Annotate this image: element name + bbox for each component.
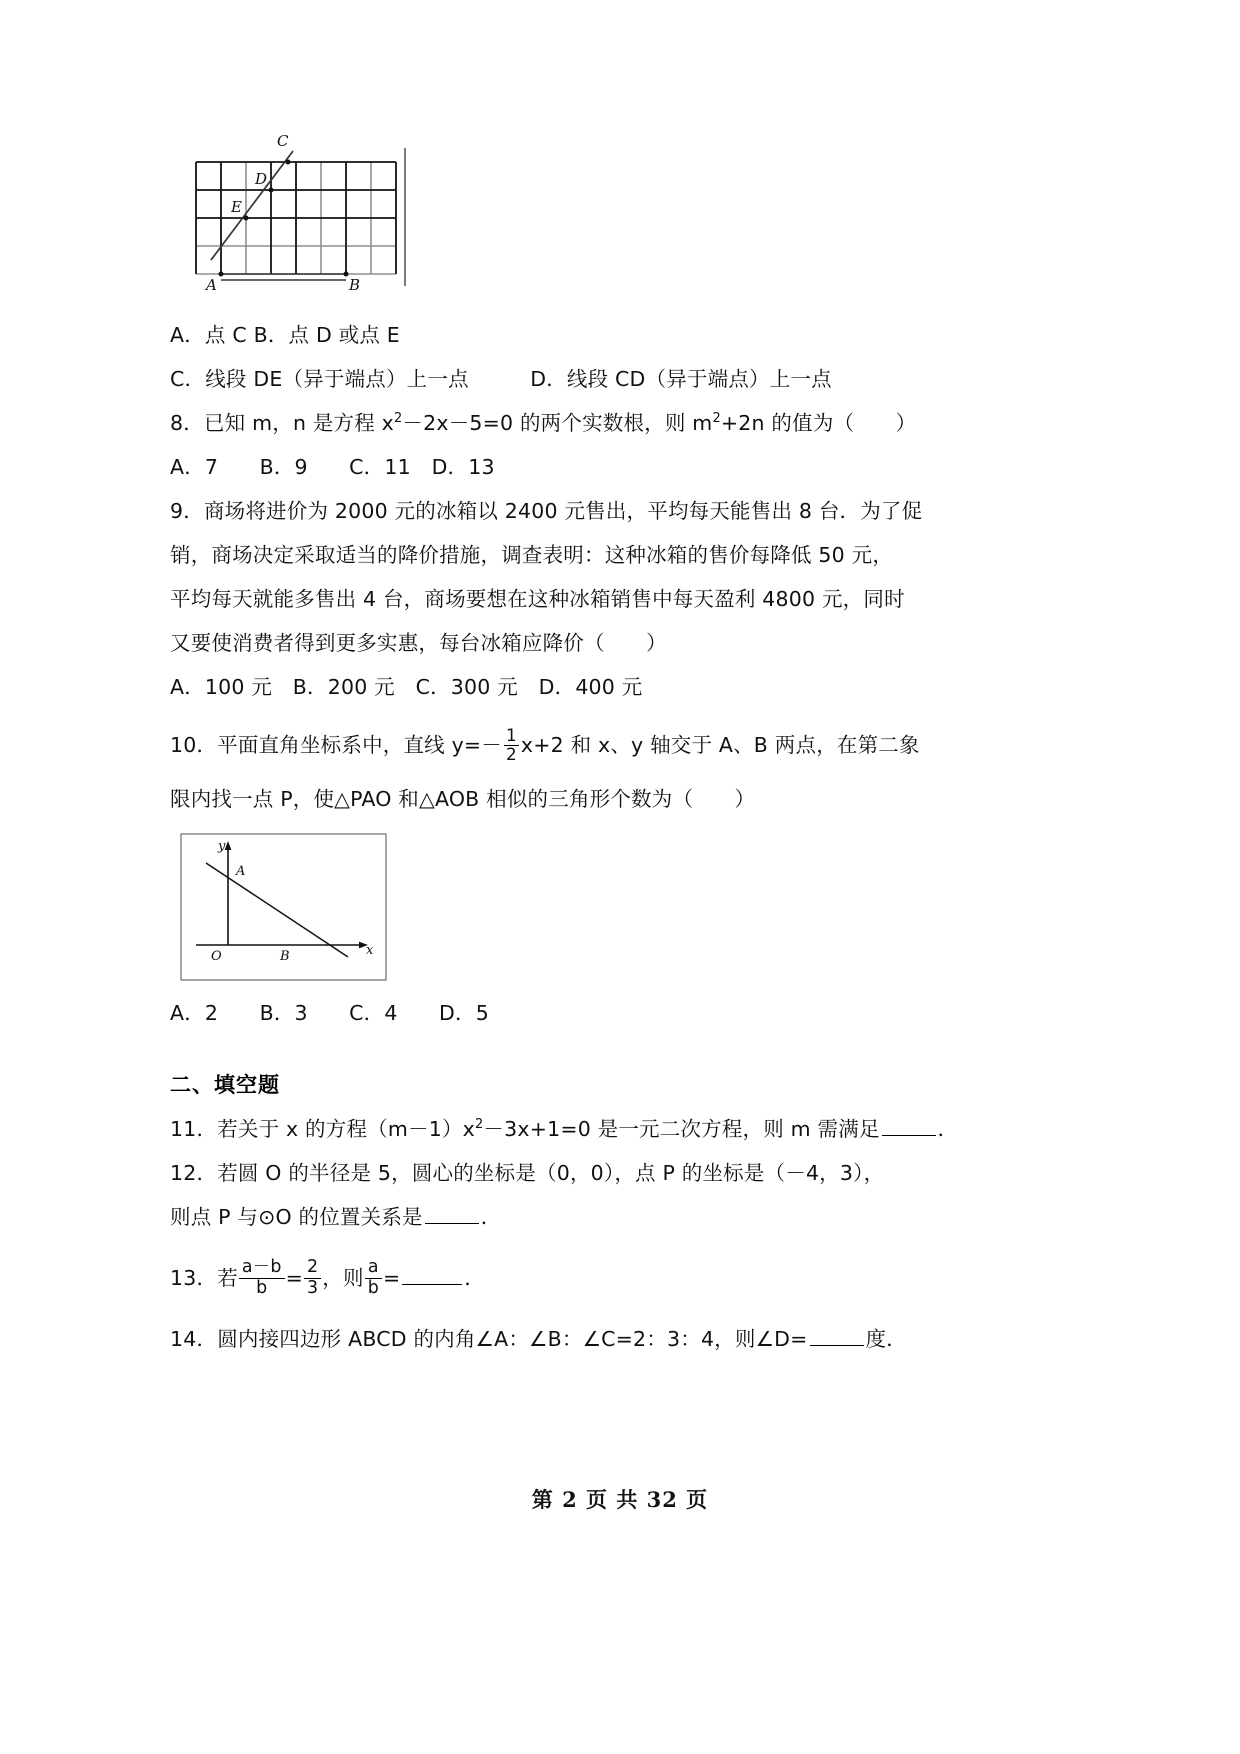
- q8-text-a: 已知 m，n 是方程 x: [203, 411, 394, 435]
- question-9-line-1: [170, 489, 1070, 533]
- q8-exponent-1: 2: [394, 411, 403, 427]
- question-8: [170, 401, 1070, 445]
- q13-frac1-denominator: b: [239, 1278, 285, 1298]
- q13-text-a: 若: [217, 1266, 238, 1290]
- grid-line-figure: [178, 120, 408, 295]
- q10-text-b: x+2 和 x、y 轴交于 A、B 两点，在第二象: [520, 733, 920, 757]
- q13-frac2-numerator: 2: [307, 1257, 319, 1278]
- q8-exponent-2: 2: [712, 411, 721, 427]
- q13-number: 13．: [170, 1266, 218, 1290]
- question-10-line-1: [170, 717, 1070, 773]
- q11-number: 11．: [170, 1117, 218, 1141]
- q10-fraction-denominator: 2: [506, 743, 517, 764]
- section-heading-fill-blanks: 二、填空题: [170, 1073, 280, 1097]
- figure-label-d: D: [255, 170, 268, 188]
- q9-options: A．100 元 B．200 元 C．300 元 D．400 元: [170, 675, 643, 699]
- q9-text-line-1: 商场将进价为 2000 元的冰箱以 2400 元售出，平均每天能售出 8 台．为了促: [203, 499, 923, 523]
- q14-text-b: 度．: [865, 1327, 907, 1351]
- q9-number: 9．: [170, 499, 204, 523]
- page-footer: 第 2 页 共 32 页: [531, 1487, 709, 1512]
- q12-text-line-1: 若圆 O 的半径是 5，圆心的坐标是（0，0），点 P 的坐标是（－4，3），: [217, 1161, 885, 1185]
- figure-label-b: B: [349, 276, 361, 294]
- q12-text-line-2: 则点 P 与⊙O 的位置关系是: [170, 1205, 423, 1229]
- q12-text-end: ．: [480, 1205, 502, 1229]
- q11-exponent: 2: [475, 1117, 484, 1133]
- q14-number: 14．: [170, 1327, 218, 1351]
- question-9-line-2: 销，商场决定采取适当的降价措施，调查表明：这种冰箱的售价每降低 50 元，: [170, 543, 894, 567]
- axes-label-o: O: [211, 949, 222, 964]
- question-10-line-2: 限内找一点 P，使△PAO 和△AOB 相似的三角形个数为（ ）: [170, 787, 756, 811]
- question-11: [170, 1107, 1070, 1151]
- question-9-line-4: 又要使消费者得到更多实惠，每台冰箱应降价（ ）: [170, 631, 667, 655]
- q11-text-a: 若关于 x 的方程（m－1）x: [217, 1117, 475, 1141]
- q13-answer-blank[interactable]: [402, 1265, 462, 1285]
- q11-text-c: ．: [937, 1117, 959, 1141]
- q10-options: A．2 B．3 C．4 D．5: [170, 1001, 489, 1025]
- question-14: [170, 1317, 1070, 1361]
- q13-fraction-a-minus-b-over-b: [239, 1258, 285, 1297]
- q8-text-c: +2n 的值为（ ）: [720, 411, 917, 435]
- q13-text-c: ．: [464, 1266, 486, 1290]
- q13-frac3-denominator: b: [365, 1278, 382, 1298]
- figure-label-a: A: [206, 276, 217, 294]
- q8-number: 8．: [170, 411, 204, 435]
- axes-label-x: x: [366, 943, 374, 958]
- axes-label-a: A: [236, 864, 246, 879]
- q13-equals-1: =: [285, 1266, 304, 1290]
- question-12-line-1: [170, 1151, 1070, 1195]
- q7-option-d: D．线段 CD（异于端点）上一点: [530, 367, 832, 391]
- q7-option-line-2: [170, 357, 1070, 401]
- q10-fraction-one-half: [504, 724, 519, 764]
- q8-options: A．7 B．9 C．11 D．13: [170, 455, 495, 479]
- q13-frac3-numerator: a: [367, 1257, 379, 1278]
- q8-text-b: －2x－5=0 的两个实数根，则 m: [402, 411, 713, 435]
- page-content: [170, 120, 1070, 1361]
- q13-fraction-two-thirds: [304, 1258, 321, 1297]
- question-9-line-3: 平均每天就能多售出 4 台，商场要想在这种冰箱销售中每天盈利 4800 元，同时: [170, 587, 905, 611]
- q13-frac1-numerator: a－b: [241, 1257, 282, 1278]
- q13-equals-2: =: [382, 1266, 401, 1290]
- question-13: [170, 1247, 1070, 1309]
- q13-frac2-denominator: 3: [304, 1278, 321, 1298]
- axes-label-y: y: [218, 839, 226, 854]
- coordinate-axes-figure: [180, 833, 395, 983]
- q7-option-line-1: A．点 C B．点 D 或点 E: [170, 323, 400, 347]
- figure-label-c: C: [277, 132, 289, 150]
- q12-number: 12．: [170, 1161, 218, 1185]
- q11-answer-blank[interactable]: [882, 1116, 936, 1136]
- q7-option-c: C．线段 DE（异于端点）上一点: [170, 367, 469, 391]
- question-12-line-2: [170, 1195, 1070, 1239]
- figure-label-e: E: [231, 198, 242, 216]
- q13-fraction-a-over-b: [365, 1258, 382, 1297]
- q10-number: 10．: [170, 733, 218, 757]
- q12-answer-blank[interactable]: [425, 1204, 479, 1224]
- axes-label-b: B: [280, 949, 290, 964]
- q10-fraction-numerator: 1: [506, 724, 517, 745]
- q14-answer-blank[interactable]: [810, 1326, 864, 1346]
- q10-text-a: 平面直角坐标系中，直线 y=－: [217, 733, 503, 757]
- q13-text-b: ，则: [322, 1266, 364, 1290]
- q11-text-b: －3x+1=0 是一元二次方程，则 m 需满足: [483, 1117, 880, 1141]
- q14-text-a: 圆内接四边形 ABCD 的内角∠A：∠B：∠C=2：3：4，则∠D=: [217, 1327, 808, 1351]
